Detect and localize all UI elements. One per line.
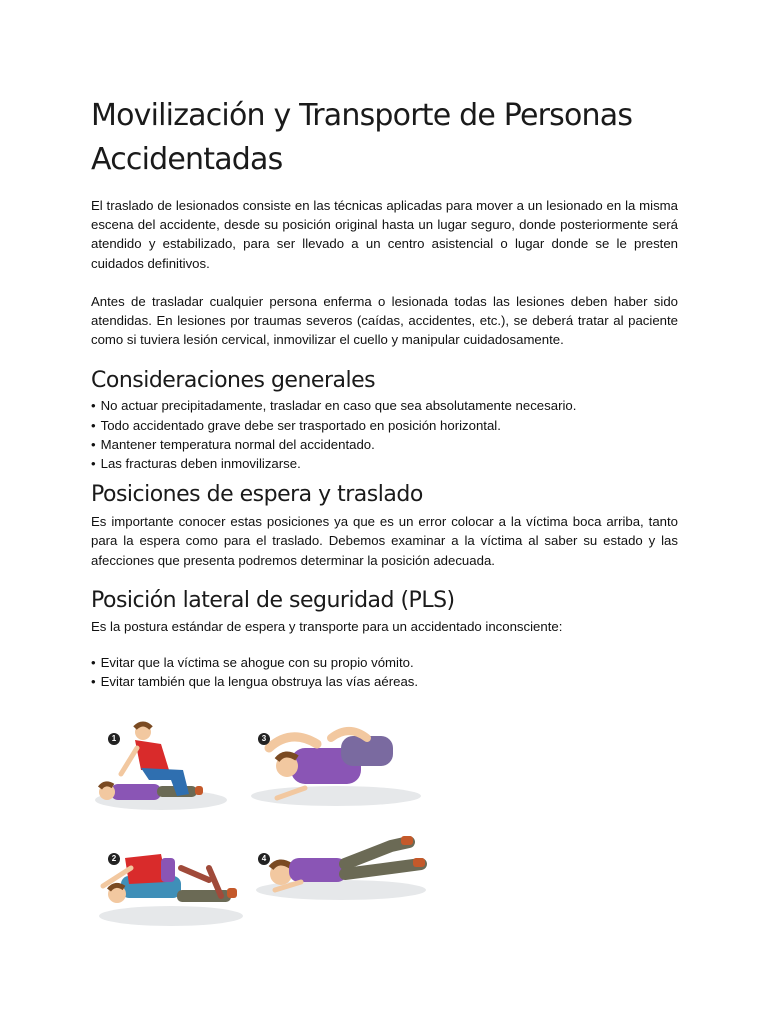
list-item: • No actuar precipitadamente, trasladar en caso que sea absolutamente necesario. bbox=[91, 396, 678, 415]
pls-steps-illustration bbox=[91, 718, 431, 932]
pls-steps-image bbox=[91, 718, 431, 932]
consideraciones-list bbox=[91, 396, 678, 473]
step-number-badge: 2 bbox=[108, 853, 120, 865]
section-heading-consideraciones: Consideraciones generales bbox=[91, 368, 376, 394]
list-item: • Las fracturas deben inmovilizarse. bbox=[91, 454, 678, 473]
step-2-figure bbox=[103, 854, 237, 903]
intro-paragraph-2: Antes de trasladar cualquier persona enferma o lesionada todas las lesiones deben haber sido atendidas. En lesiones por traumas severos (caídas, accidentes, etc.), se deberá tratar al paciente como si tuviera lesión cervical, inmovilizar el cuello y manipular cuidadosamente. bbox=[91, 293, 678, 348]
step-number-badge: 3 bbox=[258, 733, 270, 745]
pls-list bbox=[91, 653, 678, 691]
list-item: • Todo accidentado grave debe ser trasportado en posición horizontal. bbox=[91, 416, 678, 435]
document-content bbox=[91, 94, 678, 691]
section-heading-pls: Posición lateral de seguridad (PLS) bbox=[91, 587, 455, 613]
intro-paragraph-1: El traslado de lesionados consiste en las técnicas aplicadas para mover a un lesionado en la misma escena del accidente, desde su posición original hasta un lugar seguro, donde posteriormente será atendido y estabilizado, para ser llevado a un centro asistencial o lugar donde se le presten cuidados definitivos. bbox=[91, 198, 678, 271]
section-heading-posiciones: Posiciones de espera y traslado bbox=[91, 482, 423, 508]
list-item: • Mantener temperatura normal del accidentado. bbox=[91, 435, 678, 454]
list-item: • Evitar que la víctima se ahogue con su propio vómito. bbox=[91, 653, 678, 672]
step-number-badge: 1 bbox=[108, 733, 120, 745]
page-title: Movilización y Transporte de Personas Accidentadas bbox=[91, 98, 633, 177]
floor-shadow bbox=[99, 906, 243, 926]
pls-paragraph: Es la postura estándar de espera y transporte para un accidentado inconsciente: bbox=[91, 618, 563, 634]
step-number-badge: 4 bbox=[258, 853, 270, 865]
posiciones-paragraph: Es importante conocer estas posiciones ya que es un error colocar a la víctima boca arriba, tanto para la espera como para el traslado. Debemos examinar a la víctima al saber su estado y las afecciones que presenta podremos determinar la posición adecuada. bbox=[91, 514, 678, 568]
list-item: • Evitar también que la lengua obstruya las vías aéreas. bbox=[91, 672, 678, 691]
